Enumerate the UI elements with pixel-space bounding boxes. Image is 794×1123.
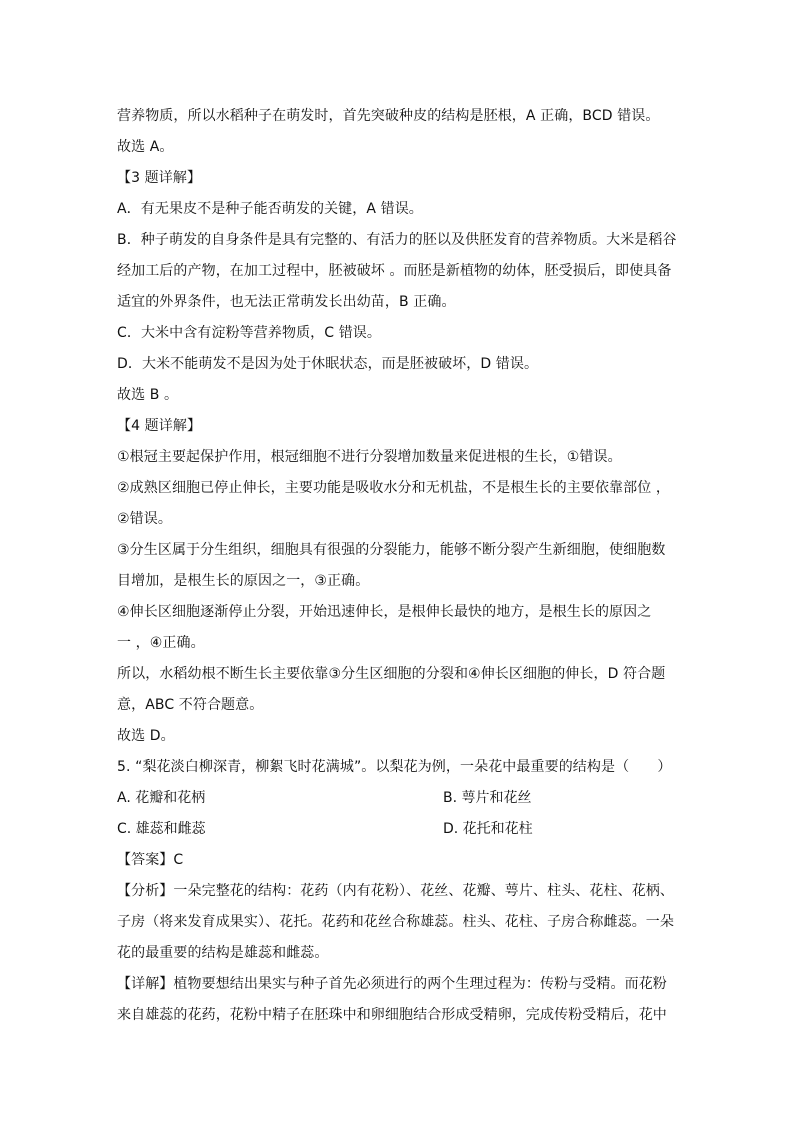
explanation-line: 来自雄蕊的花药，花粉中精子在胚珠中和卵细胞结合形成受精卵，完成传粉受精后，花中 <box>117 1007 667 1023</box>
section-heading: 【4 题详解】 <box>117 418 202 434</box>
text-line: 所以，水稻幼根不断生长主要依靠③分生区细胞的分裂和④伸长区细胞的伸长，D 符合题 <box>117 666 666 682</box>
text-line: C．大米中含有淀粉等营养物质，C 错误。 <box>117 325 381 341</box>
text-line: 故选 A。 <box>117 139 174 155</box>
text-line: 营养物质，所以水稻种子在萌发时，首先突破种皮的结构是胚根，A 正确，BCD 错误。 <box>117 108 660 124</box>
text-line: 一 ，④正确。 <box>117 635 205 651</box>
text-line: 经加工后的产物，在加工过程中，胚被破坏 。而胚是新植物的幼体，胚受损后，即使具备 <box>117 263 672 279</box>
question-stem: 5. “梨花淡白柳深青，柳絮飞时花满城”。以梨花为例，一朵花中最重要的结构是（ ） <box>117 759 672 775</box>
text-line: 故选 D。 <box>117 728 175 744</box>
text-line: ④伸长区细胞逐渐停止分裂，开始迅速伸长，是根伸长最快的地方，是根生长的原因之 <box>117 604 652 620</box>
option-a: A. 花瓣和花柄 <box>117 790 206 806</box>
text-line: 适宜的外界条件，也无法正常萌发长出幼苗，B 正确。 <box>117 294 456 310</box>
answer-line: 【答案】C <box>117 852 184 868</box>
text-line: ①根冠主要起保护作用，根冠细胞不进行分裂增加数量来促进根的生长，①错误。 <box>117 449 622 465</box>
option-d: D. 花托和花柱 <box>443 821 533 837</box>
options-row-1 <box>117 783 677 814</box>
text-line: ②错误。 <box>117 511 172 527</box>
text-line: ③分生区属于分生组织，细胞具有很强的分裂能力，能够不断分裂产生新细胞，使细胞数 <box>117 542 666 558</box>
analysis-line: 子房（将来发育成果实）、花托。花药和花丝合称雄蕊。柱头、花柱、子房合称雌蕊。一朵 <box>117 914 674 930</box>
page-content <box>117 101 677 1031</box>
text-line: B．种子萌发的自身条件是具有完整的、有活力的胚以及供胚发育的营养物质。大米是稻谷 <box>117 232 677 248</box>
options-row-2 <box>117 814 677 845</box>
text-line: A．有无果皮不是种子能否萌发的关键，A 错误。 <box>117 201 423 217</box>
analysis-line: 【分析】一朵完整花的结构：花药（内有花粉）、花丝、花瓣、萼片、柱头、花柱、花柄、 <box>117 883 674 899</box>
option-c: C. 雄蕊和雌蕊 <box>117 821 206 837</box>
text-line: ②成熟区细胞已停止伸长，主要功能是吸收水分和无机盐，不是根生长的主要依靠部位 ， <box>117 480 670 496</box>
text-line: D．大米不能萌发不是因为处于休眠状态，而是胚被破坏，D 错误。 <box>117 356 539 372</box>
analysis-line: 花的最重要的结构是雄蕊和雌蕊。 <box>117 945 329 961</box>
explanation-line: 【详解】植物要想结出果实与种子首先必须进行的两个生理过程为：传粉与受精。而花粉 <box>117 976 667 992</box>
text-line: 故选 B 。 <box>117 387 179 403</box>
text-line: 目增加，是根生长的原因之一，③正确。 <box>117 573 370 589</box>
option-b: B. 萼片和花丝 <box>443 790 532 806</box>
text-line: 意，ABC 不符合题意。 <box>117 697 264 713</box>
section-heading: 【3 题详解】 <box>117 170 202 186</box>
